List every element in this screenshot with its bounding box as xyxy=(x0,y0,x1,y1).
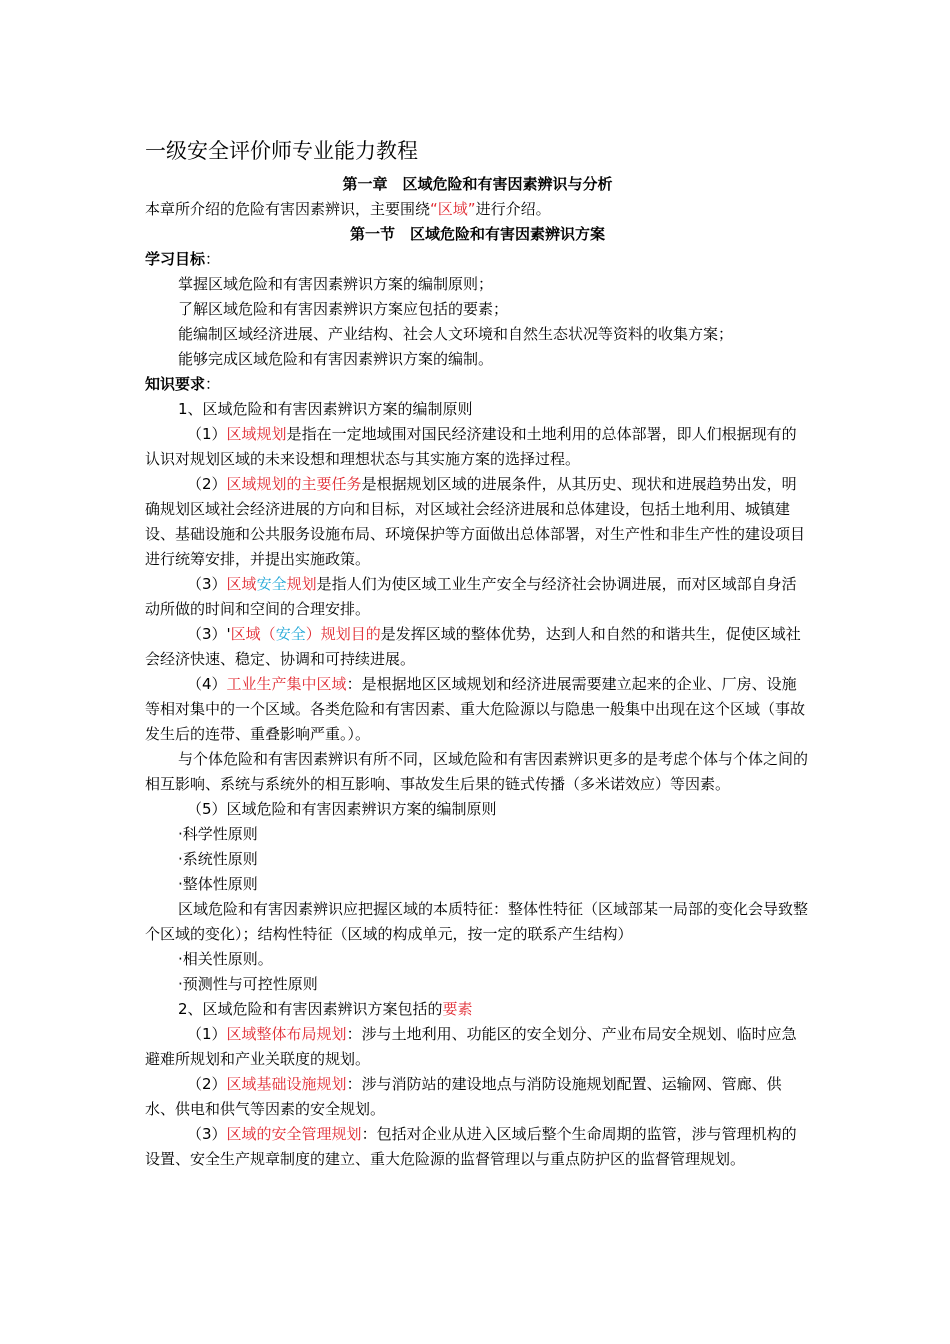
knowledge-item-1-heading: 1、区域危险和有害因素辨识方案的编制原则 xyxy=(178,400,473,418)
principle-item: ·整体性原则 xyxy=(178,875,258,893)
para-term: 区域（ xyxy=(230,625,276,643)
para-number: （3） xyxy=(187,575,227,593)
para-term: 规划 xyxy=(286,575,317,593)
para-term: 区域基础设施规划 xyxy=(226,1075,347,1093)
para-number: （1） xyxy=(187,425,227,443)
para-number: （2） xyxy=(187,475,227,493)
para-text: 是根据规划区域的进展条件，从其历史、现状和进展趋势出发，明确规划区域社会经济进展的方向和目标，对区域社会经济进展和总体建设，包括土地利用、城镇建设、基础设施和公共服务设施布局、环境保护等方面做出总体部署，对生产性和非生产性的建设项目进行统筹安排，并提出实施政策。 xyxy=(145,475,806,568)
paragraph-industrial-zone xyxy=(145,672,810,747)
para-term: 区域 xyxy=(226,575,257,593)
para-text: ：包括对企业从进入区域后整个生命周期的监管，涉与管理机构的设置、安全生产规章制度的建立、重大危险源的监督管理以与重点防护区的监督管理规划。 xyxy=(145,1125,797,1168)
document-page xyxy=(145,134,810,1172)
intro-text-end: 进行介绍。 xyxy=(475,200,551,218)
objective-item: 能够完成区域危险和有害因素辨识方案的编制。 xyxy=(178,350,494,368)
principle-item: ·系统性原则 xyxy=(178,850,258,868)
para-term: 区域整体布局规划 xyxy=(226,1025,347,1043)
objectives-label: 学习目标 xyxy=(145,250,206,268)
paragraph-planning-purpose xyxy=(145,622,810,672)
item2-text: 2、区域危险和有害因素辨识方案包括的 xyxy=(178,1000,443,1018)
para-number: （3） xyxy=(187,1125,227,1143)
para-number: （1） xyxy=(187,1025,227,1043)
para-term: ）规划目的 xyxy=(305,625,381,643)
principle-item: ·相关性原则。 xyxy=(178,950,273,968)
document-title: 一级安全评价师专业能力教程 xyxy=(145,139,418,163)
para-term: 区域的安全管理规划 xyxy=(226,1125,362,1143)
knowledge-colon: ： xyxy=(205,375,221,393)
para-number: （2） xyxy=(187,1075,227,1093)
knowledge-heading xyxy=(145,372,810,397)
para-text: 是指人们为使区域工业生产安全与经济社会协调进展，而对区域部自身活动所做的时间和空间的合理安排。 xyxy=(145,575,797,618)
para-text: ：是根据地区区域规划和经济进展需要建立起来的企业、厂房、设施等相对集中的一个区域。各类危险和有害因素、重大危险源以与隐患一般集中出现在这个区域（事故发生后的连带、重叠影响严重。）。 xyxy=(145,675,806,743)
para-term: 区域规划 xyxy=(226,425,287,443)
para-term-safety: 安全 xyxy=(275,625,306,643)
para-text: 是指在一定地域围对国民经济建设和土地利用的总体部署，即人们根据现有的认识对规划区域的未来设想和理想状态与其实施方案的选择过程。 xyxy=(145,425,797,468)
knowledge-item-2-heading xyxy=(145,997,810,1022)
paragraph-difference: 与个体危险和有害因素辨识有所不同，区域危险和有害因素辨识更多的是考虑个体与个体之间的相互影响、系统与系统外的相互影响、事故发生后果的链式传播（多米诺效应）等因素。 xyxy=(145,750,809,793)
knowledge-label: 知识要求 xyxy=(145,375,206,393)
para-mark: ' xyxy=(226,625,231,643)
paragraph-compilation-principles: （5）区域危险和有害因素辨识方案的编制原则 xyxy=(187,800,497,818)
para-text: ：涉与土地利用、功能区的安全划分、产业布局安全规划、临时应急避难所规划和产业关联度的规划。 xyxy=(145,1025,797,1068)
chapter-title: 第一章 区域危险和有害因素辨识与分析 xyxy=(342,175,613,193)
objective-item: 能编制区域经济进展、产业结构、社会人文环境和自然生态状况等资料的收集方案； xyxy=(178,325,734,343)
chapter-intro xyxy=(145,197,810,222)
paragraph-regional-planning xyxy=(145,422,810,472)
paragraph-safety-planning xyxy=(145,572,810,622)
objective-item: 掌握区域危险和有害因素辨识方案的编制原则； xyxy=(178,275,494,293)
para-number: （3） xyxy=(187,625,227,643)
para-term: 工业生产集中区域 xyxy=(226,675,347,693)
intro-text: 本章所介绍的危险有害因素辨识，主要围绕 xyxy=(145,200,431,218)
para-term-safety: 安全 xyxy=(256,575,287,593)
paragraph-layout-planning xyxy=(145,1022,810,1072)
para-text: 是发挥区域的整体优势，达到人和自然的和谐共生，促使区域社会经济快速、稳定、协调和可持续进展。 xyxy=(145,625,801,668)
principle-item: ·预测性与可控性原则 xyxy=(178,975,318,993)
objectives-heading xyxy=(145,247,810,272)
section-title: 第一节 区域危险和有害因素辨识方案 xyxy=(349,225,605,243)
intro-highlight: “区域” xyxy=(430,200,476,218)
principle-item: ·科学性原则 xyxy=(178,825,258,843)
paragraph-planning-tasks xyxy=(145,472,810,572)
objectives-colon: ： xyxy=(205,250,221,268)
para-text: ：涉与消防站的建设地点与消防设施规划配置、运输网、管廊、供水、供电和供气等因素的安全规划。 xyxy=(145,1075,782,1118)
para-term: 区域规划的主要任务 xyxy=(226,475,362,493)
item2-highlight: 要素 xyxy=(442,1000,473,1018)
objective-item: 了解区域危险和有害因素辨识方案应包括的要素； xyxy=(178,300,509,318)
paragraph-management-planning xyxy=(145,1122,810,1172)
para-number: （4） xyxy=(187,675,227,693)
paragraph-essential-features: 区域危险和有害因素辨识应把握区域的本质特征：整体性特征（区域部某一局部的变化会导致整个区域的变化）；结构性特征（区域的构成单元，按一定的联系产生结构） xyxy=(145,900,809,943)
paragraph-infrastructure-planning xyxy=(145,1072,810,1122)
